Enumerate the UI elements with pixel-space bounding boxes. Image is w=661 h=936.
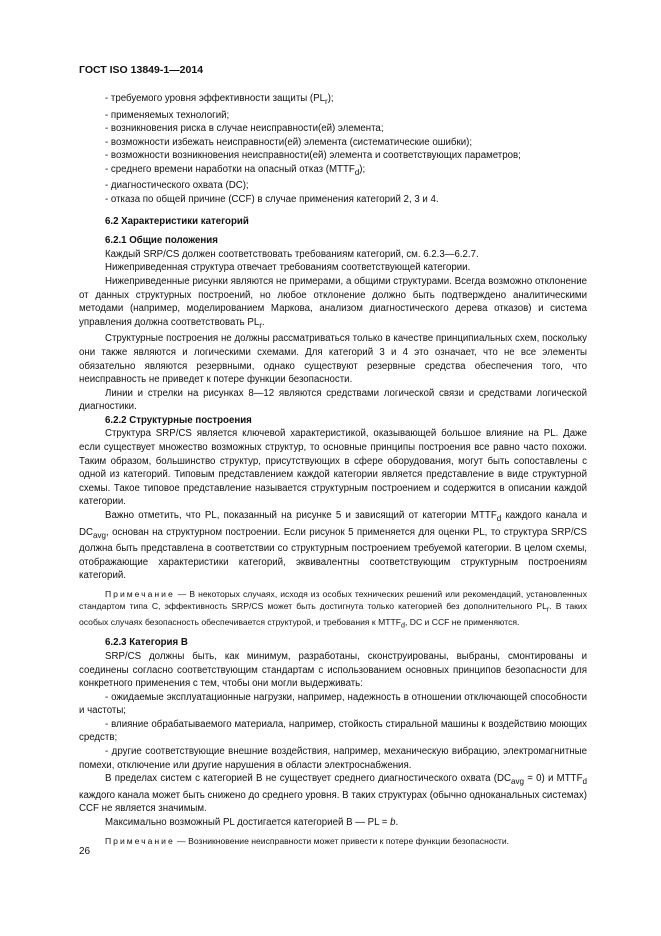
paragraph: Нижеприведенные рисунки являются не примерами, а общими структурами. Всегда возможно отклонение от данных структурных построений, но любое отклонение должно быть подтверждено аналитическими методами (например, моделированием Маркова, анализом диагностического дерева отказов) и система управления должна соответствовать $PL_r$. [79, 276, 587, 330]
section-heading-6-2: 6.2 Характеристики категорий [105, 215, 249, 227]
paragraph: Линии и стрелки на рисунках 8—12 являются средствами логической связи и средствами логической диагностики. [79, 387, 587, 413]
list-item: - возможности возникновения неисправности(ей) элемента и соответствующих параметров; [105, 150, 521, 162]
paragraph: Важно отметить, что PL, показанный на рисунке 5 и зависящий от категории $MTTF_d$ каждого канала и $DC_{avg}$, основан на структурном построении. Если рисунок 5 применяется для оценки PL, то структура SRP/CS должна быть представлена в соответствии со структурным построением требуемой категории. В целом схемы, отображающие характеристики категорий, эквивалентны соответствующим структурным построениям категорий. [79, 510, 587, 582]
list-item: - отказа по общей причине (CCF) в случае применения категорий 2, 3 и 4. [105, 194, 439, 206]
note: Примечание — В некоторых случаях, исходя из особых технических решений или рекомендаций, установленных стандартом типа C, эффективность SRP/CS может быть достигнута только категорией без дополнительного $PL_r$. В таких особых случаях безопасность обеспечивается структурой, и требования к $MTTF_d$, DC и CCF не применяются. [79, 588, 587, 630]
section-heading-6-2-3: 6.2.3 Категория B [105, 637, 188, 649]
list-item: - применяемых технологий; [105, 109, 230, 121]
list-item: - требуемого уровня эффективности защиты $(PL_r)$; [105, 93, 334, 106]
paragraph: - ожидаемые эксплуатационные нагрузки, например, надежность в отношении отключающей способности и частоты; [79, 691, 587, 717]
paragraph: Каждый SRP/CS должен соответствовать требованиям категорий, см. 6.2.3—6.2.7. [105, 248, 479, 260]
section-heading-6-2-2: 6.2.2 Структурные построения [105, 414, 252, 426]
list-item: - возможности избежать неисправности(ей) элемента (систематические ошибки); [105, 136, 473, 148]
note: Примечание — Возникновение неисправности может привести к потере функции безопасности. [105, 835, 510, 846]
paragraph: Структура SRP/CS является ключевой характеристикой, оказывающей большое влияние на PL. Даже если существует множество возможных структур, то основные принципы построения все равно часто похожи. Таким образом, большинство структур, присутствующих в сфере оборудования, могут быть сопоставлены с одной из категорий. Типовым представлением каждой категории является представление в виде структурной схемы. Такое типовое представление называется структурным построением и содержится в описании каждой категории. [79, 428, 587, 508]
document-body [79, 92, 587, 852]
paragraph: Структурные построения не должны рассматриваться только в качестве принципиальных схем, поскольку они также являются и логическими схемами. Для категорий 3 и 4 это означает, что не все элементы обязательно являются резервными, однако существуют резервные средства обеспечения того, что неисправность не приведет к потере функции безопасности. [79, 333, 587, 386]
paragraph: В пределах систем с категорией B не существует среднего диагностического охвата $(DC_{avg} = 0)$ и $MTTF_d$ каждого канала может быть снижено до среднего уровня. В таких структурах (обычно одноканальных системах) CCF не является значимым. [79, 773, 587, 815]
section-heading-6-2-1: 6.2.1 Общие положения [105, 235, 218, 247]
paragraph: - другие соответствующие внешние воздействия, например, механическую вибрацию, электромагнитные помехи, отключение или другие нарушения в области электроснабжения. [79, 746, 587, 771]
paragraph: Нижеприведенная структура отвечает требованиям соответствующей категории. [105, 262, 471, 274]
document-header: ГОСТ ISO 13849-1—2014 [79, 64, 204, 76]
list-item: - возникновения риска в случае неисправности(ей) элемента; [105, 123, 384, 135]
paragraph: SRP/CS должны быть, как минимум, разработаны, сконструированы, выбраны, смонтированы и соединены согласно соответствующим стандартам с использованием основных принципов безопасности для конкретного применения с тем, чтобы они могли выдерживать: [79, 650, 587, 690]
paragraph: - влияние обрабатываемого материала, например, стойкость стиральной машины к воздействию моющих средств; [79, 718, 587, 744]
list-item: - диагностического охвата (DC); [105, 180, 249, 192]
list-item: - среднего времени наработки на опасный отказ $(MTTF_d)$; [105, 163, 366, 177]
page-number: 26 [79, 846, 91, 857]
paragraph: Максимально возможный PL достигается категорией B — PL = b. [105, 816, 399, 828]
